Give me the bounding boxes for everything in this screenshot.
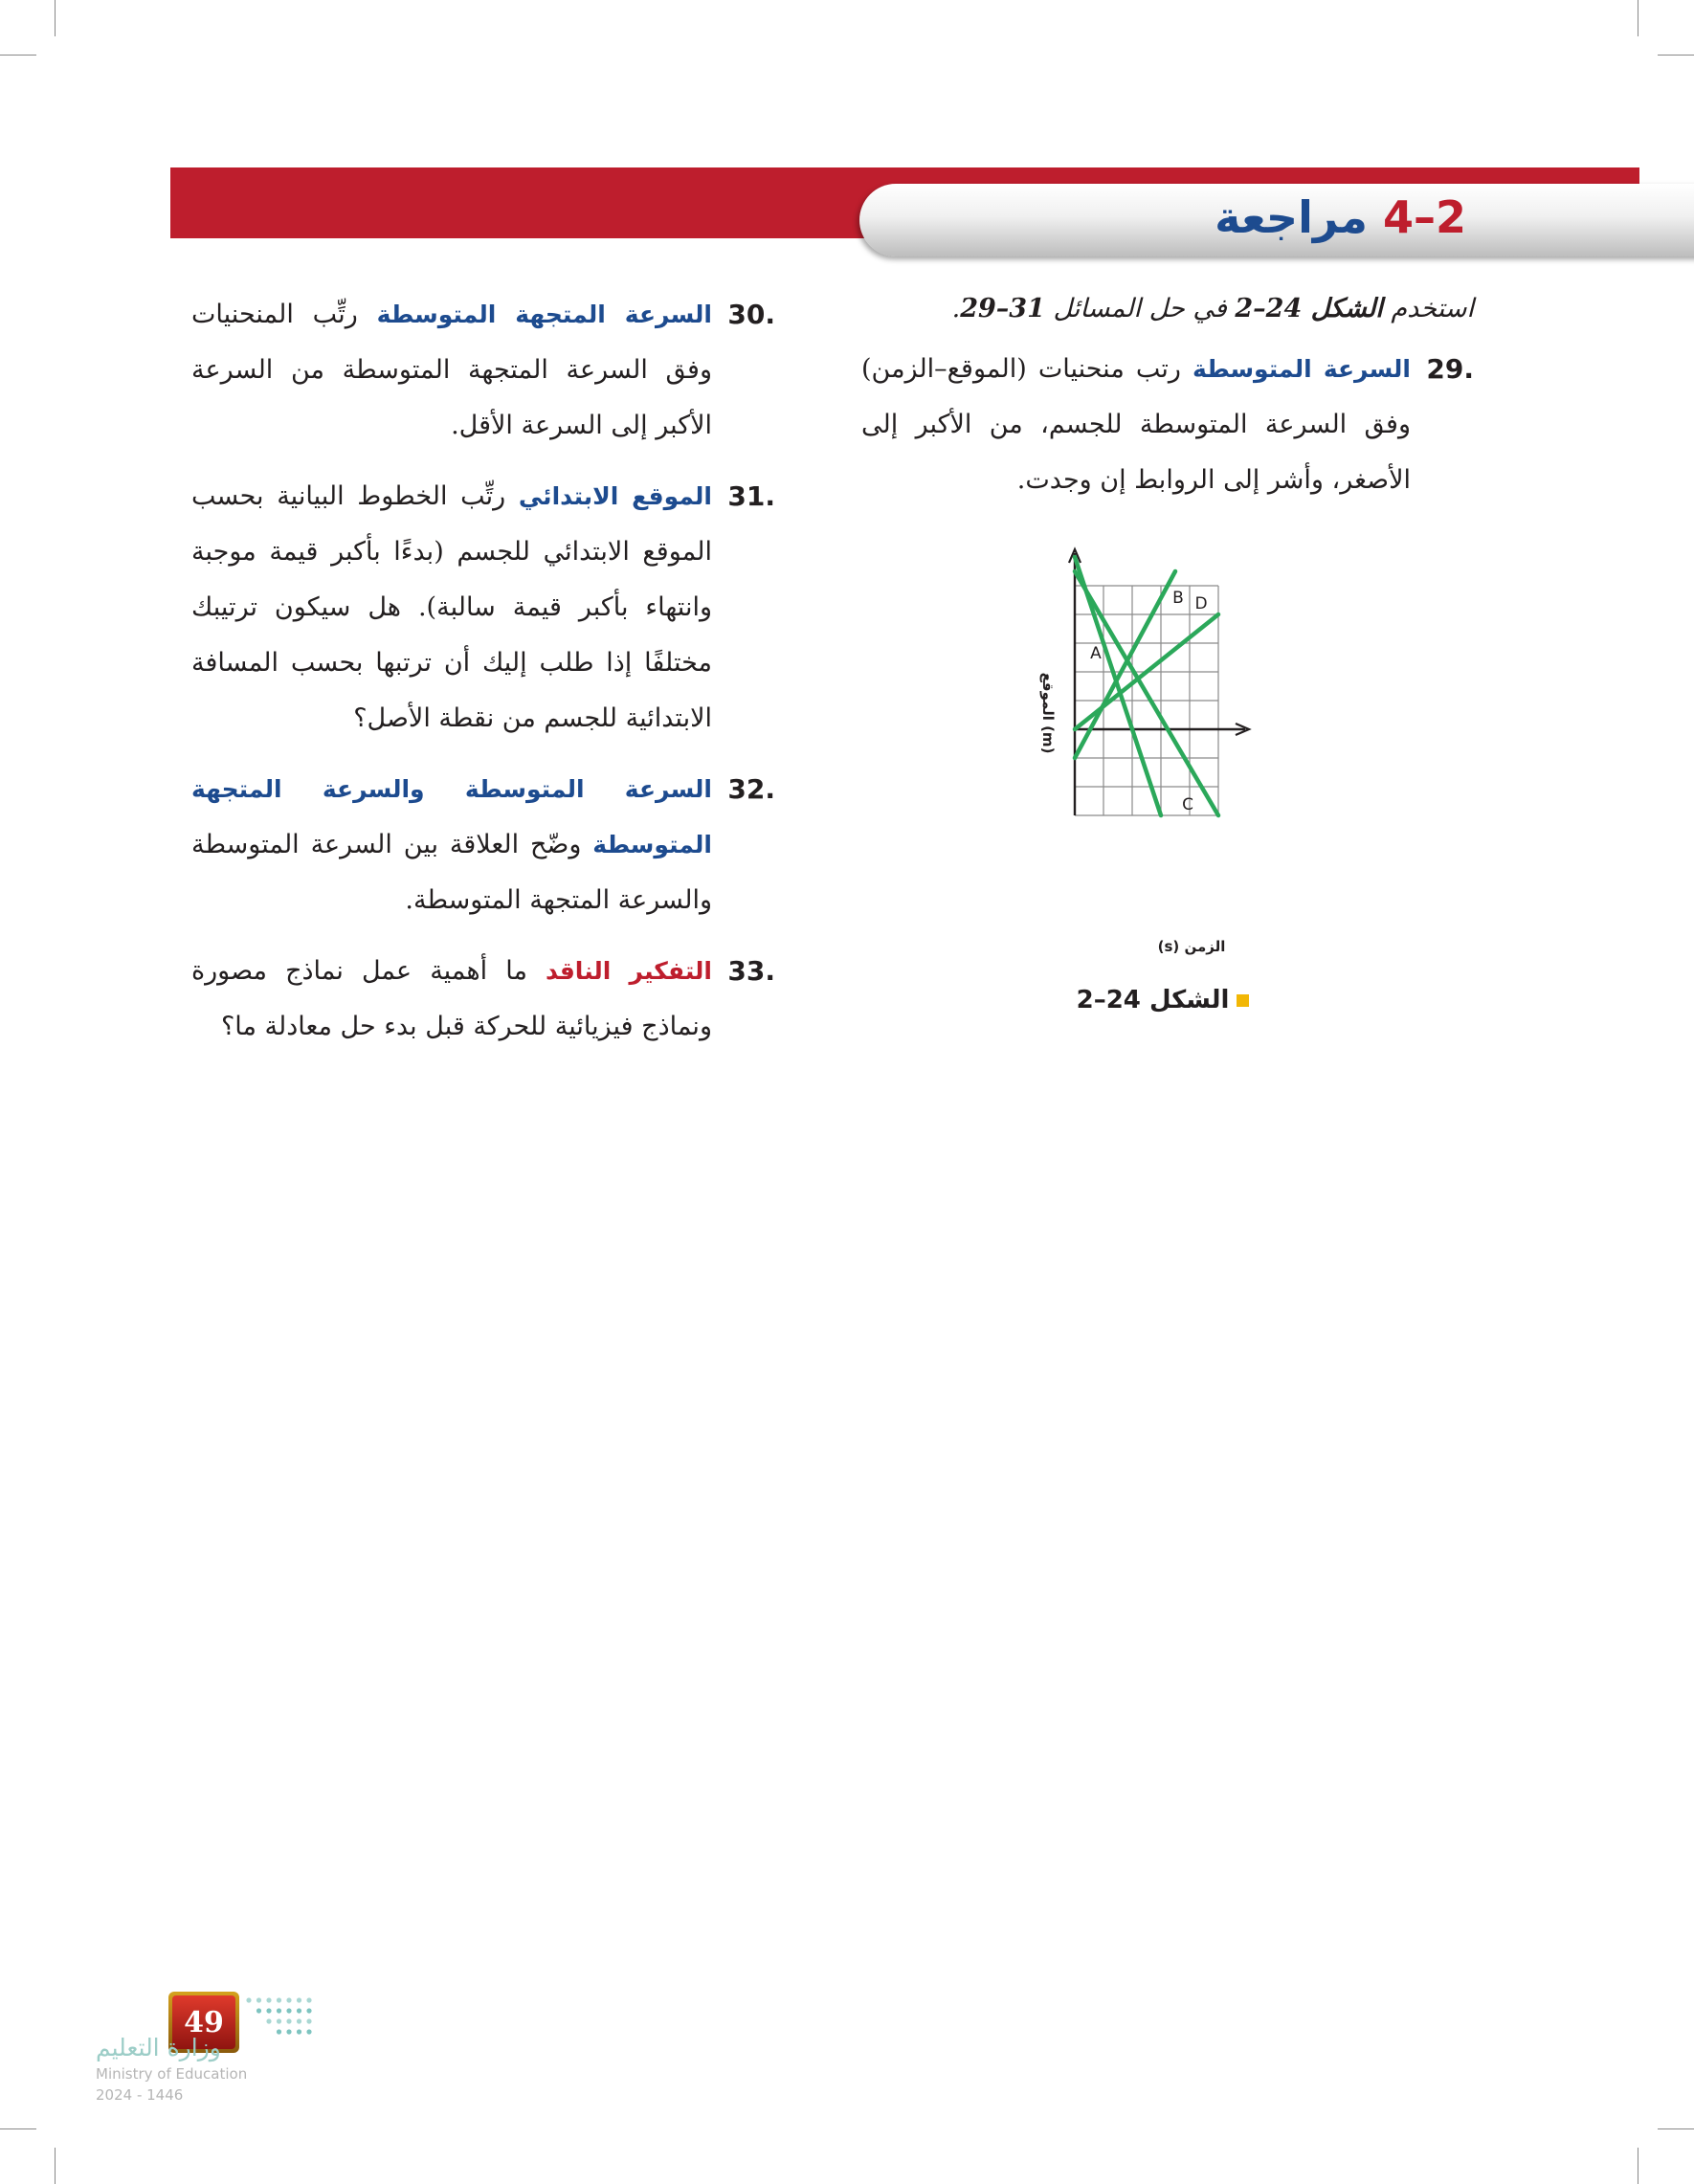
intro-figure-ref: الشكل 24–2 [1235,294,1383,323]
left-column [191,287,775,1070]
question-text: رتب منحنيات (الموقع–الزمن) وفق السرعة المتوسطة للجسم، من الأكبر إلى الأصغر، وأشر إلى الروابط إن وجدت. [861,354,1411,495]
intro-range: 31–29 [960,294,1045,323]
logo-dot [246,1997,251,2002]
question-text: رتِّب المنحنيات وفق السرعة المتجهة المتوسطة من السرعة الأكبر إلى السرعة الأقل. [191,300,712,440]
question-number: 33. [727,955,775,987]
logo-dot [256,1997,261,2002]
crop-mark [1658,55,1694,56]
logo-dot [297,1997,301,2002]
question-33 [191,944,775,1055]
logo-dot [286,2008,291,2013]
question-number: 29. [1426,353,1474,385]
ministry-name-arabic: وزارة التعليم [96,2034,221,2061]
logo-dot [266,1997,271,2002]
question-term: الموقع الابتدائي [518,482,712,510]
graph-axes [1069,549,1249,815]
question-number: 32. [727,773,775,805]
logo-dot [266,2008,271,2013]
ministry-year: 2024 - 1446 [96,2086,184,2104]
x-axis-label: الزمن (s) [1157,938,1226,955]
section-number: 2–4 [1382,191,1466,243]
crop-mark [0,55,36,56]
question-31 [191,469,775,747]
caption-square-icon [1237,994,1249,1007]
series-label-a: A [1090,644,1102,663]
logo-dot [277,2029,281,2034]
logo-dot [306,2029,311,2034]
caption-label: الشكل [1148,986,1230,1014]
question-term: التفكير الناقد [546,957,713,985]
question-30 [191,287,775,454]
logo-dot [286,2018,291,2023]
intro-suffix: . [951,294,961,323]
question-term: السرعة المتوسطة والسرعة المتجهة المتوسطة [191,775,712,858]
caption-number: 24–2 [1076,986,1141,1014]
logo-dot [297,2018,301,2023]
crop-mark [55,0,56,36]
intro-text [861,282,1474,336]
logo-dot [306,2008,311,2013]
logo-dot [306,2018,311,2023]
question-32 [191,762,775,928]
intro-middle: في حل المسائل [1044,294,1236,323]
logo-dot [286,1997,291,2002]
logo-dot [306,1997,311,2002]
series-label-d: D [1194,594,1208,613]
ministry-name-english: Ministry of Education [96,2065,248,2083]
question-text: ما أهمية عمل نماذج مصورة ونماذج فيزيائية للحركة قبل بدء حل معادلة ما؟ [191,956,712,1041]
position-time-graph [1005,546,1330,967]
logo-dot [297,2029,301,2034]
page-number: 49 [172,1995,235,2049]
question-text: رتِّب الخطوط البيانية بحسب الموقع الابتدائي للجسم (بدءًا بأكبر قيمة موجبة وانتهاء بأكبر قيمة سالبة). هل سيكون ترتيبك مختلفًا إذا طلب إليك أن ترتبها بحسب المسافة الابتدائية للجسم من نقطة الأصل؟ [191,481,712,733]
question-term: السرعة المتجهة المتوسطة [376,301,712,328]
series-label-b: B [1172,589,1184,608]
ministry-logo-icon [243,1993,316,2040]
logo-dot [277,2008,281,2013]
question-29 [861,342,1474,508]
question-number: 31. [727,480,775,512]
right-column [861,282,1474,524]
logo-dot [297,2008,301,2013]
logo-dot [286,2029,291,2034]
crop-mark [55,2148,56,2184]
section-title-text: مراجعة [1215,191,1368,243]
logo-dot [266,2018,271,2023]
question-term: السرعة المتوسطة [1192,355,1411,383]
logo-dot [256,2008,261,2013]
question-number: 30. [727,299,775,330]
question-text: وضّح العلاقة بين السرعة المتوسطة والسرعة المتجهة المتوسطة. [191,830,712,915]
intro-prefix: استخدم [1382,294,1474,323]
logo-dot [277,1997,281,2002]
crop-mark [0,2128,36,2129]
section-title [1215,191,1466,243]
logo-dot [277,2018,281,2023]
series-label-c: C [1182,795,1193,814]
y-axis-label: الموقع (m) [1039,672,1057,754]
figure-caption [1053,986,1273,1014]
crop-mark [1658,2128,1694,2129]
